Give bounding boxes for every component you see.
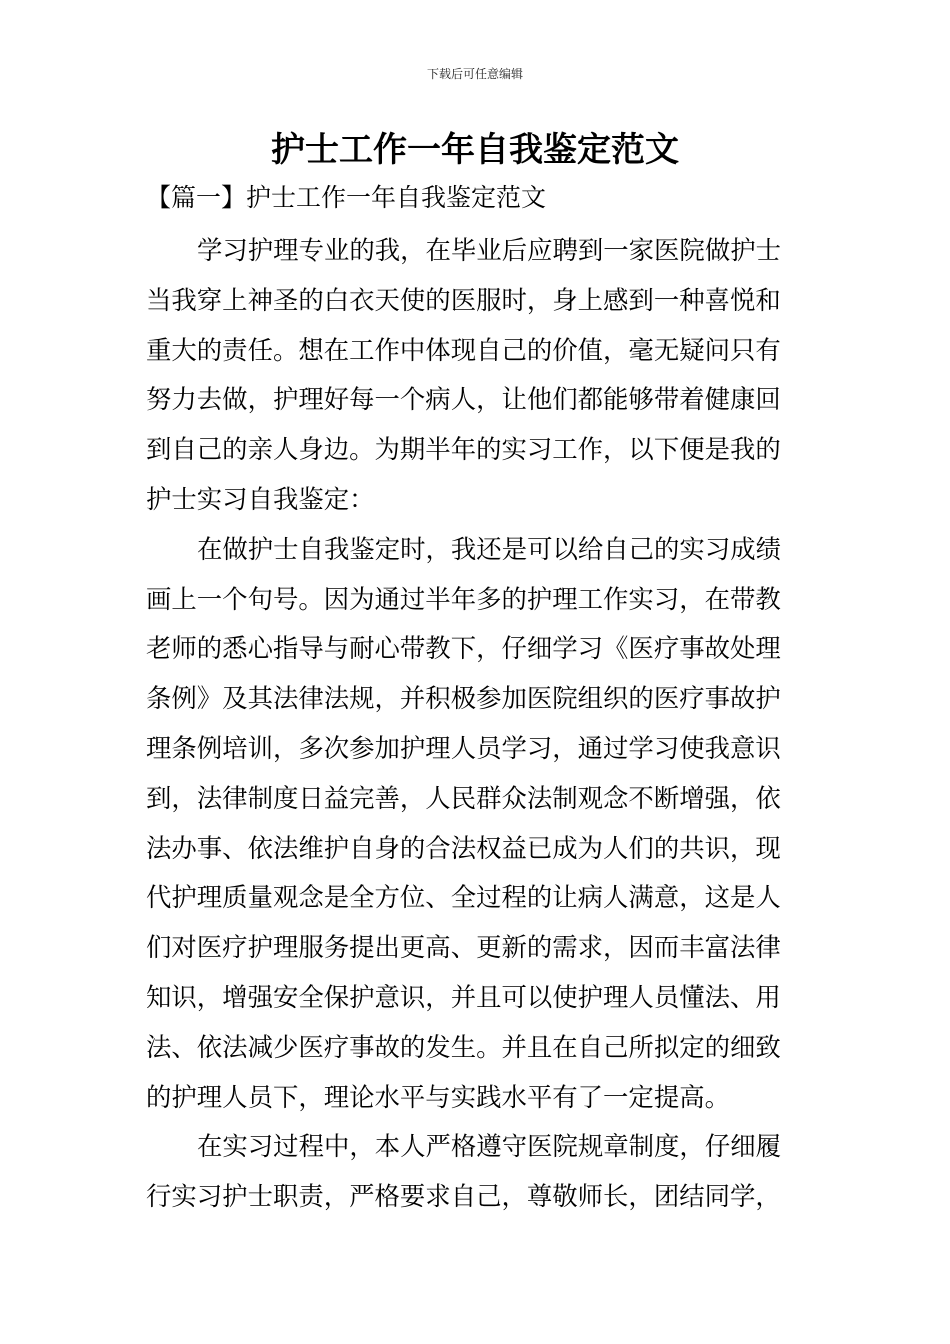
paragraph-line: 理条例培训，多次参加护理人员学习，通过学习使我意识 (146, 732, 781, 763)
paragraph-line: 到自己的亲人身边。为期半年的实习工作，以下便是我的 (146, 434, 781, 465)
paragraph-line: 当我穿上神圣的白衣天使的医服时，身上感到一种喜悦和 (146, 284, 781, 315)
paragraph-line: 学习护理专业的我，在毕业后应聘到一家医院做护士 (197, 235, 781, 265)
paragraph-line: 法办事、依法维护自身的合法权益已成为人们的共识，现 (146, 832, 781, 863)
paragraph-line: 老师的悉心指导与耐心带教下，仔细学习《医疗事故处理 (146, 633, 781, 664)
paragraph-line: 重大的责任。想在工作中体现自己的价值，毫无疑问只有 (146, 334, 781, 365)
section-heading: 【篇一】护士工作一年自我鉴定范文 (146, 183, 547, 212)
paragraph-line: 到，法律制度日益完善，人民群众法制观念不断增强，依 (146, 782, 781, 813)
paragraph-line: 行实习护士职责，严格要求自己，尊敬师长，团结同学， (146, 1181, 781, 1212)
paragraph-line: 画上一个句号。因为通过半年多的护理工作实习，在带教 (146, 583, 781, 614)
paragraph-line: 知识，增强安全保护意识，并且可以使护理人员懂法、用 (146, 981, 781, 1012)
paragraph-line: 在实习过程中，本人严格遵守医院规章制度，仔细履 (197, 1131, 781, 1162)
paragraph-line: 代护理质量观念是全方位、全过程的让病人满意，这是人 (146, 882, 781, 913)
paragraph-line: 的护理人员下，理论水平与实践水平有了一定提高。 (146, 1081, 730, 1112)
document-body (146, 226, 808, 1222)
header-note: 下载后可任意编辑 (426, 67, 523, 81)
paragraph-line: 努力去做，护理好每一个病人，让他们都能够带着健康回 (146, 384, 781, 415)
paragraph-line: 在做护士自我鉴定时，我还是可以给自己的实习成绩 (197, 533, 781, 564)
paragraph-line: 条例》及其法律法规，并积极参加医院组织的医疗事故护 (146, 683, 781, 714)
paragraph-line: 法、依法减少医疗事故的发生。并且在自己所拟定的细致 (146, 1031, 781, 1062)
paragraph-line: 护士实习自我鉴定： (146, 483, 375, 514)
paragraph-line: 们对医疗护理服务提出更高、更新的需求，因而丰富法律 (146, 932, 781, 963)
document-title: 护士工作一年自我鉴定范文 (271, 130, 679, 170)
